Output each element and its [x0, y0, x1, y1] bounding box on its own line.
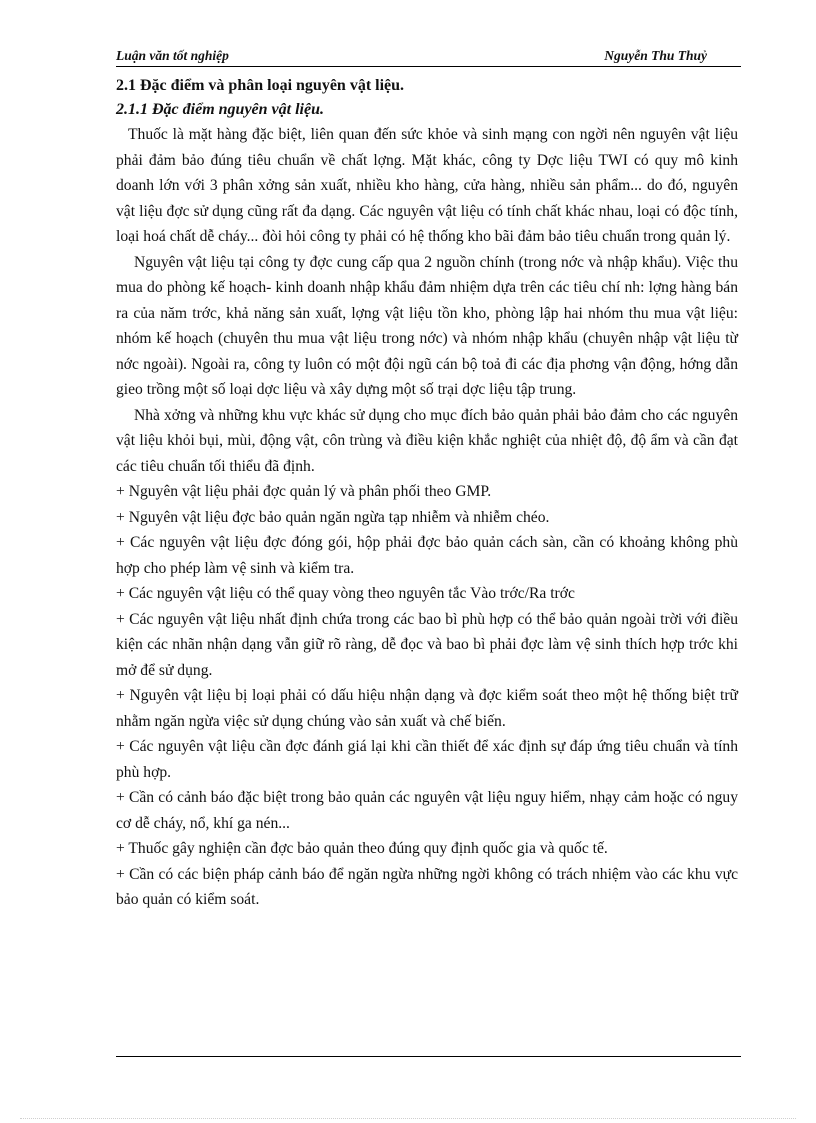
paragraph-2: Nguyên vật liệu tại công ty đợc cung cấp qua 2 nguồn chính (trong nớc và nhập khẩu). Việc thu mua do phòng kế hoạch- kinh doanh nhập khẩu đảm nhiệm dựa trên các tiêu chí nh: lợng hàng bán ra của năm trớc, khả năng sản xuất, lợng vật liệu tồn kho, phòng lập hai nhóm thu mua vật liệu: nhóm kế hoạch (chuyên thu mua vật liệu trong nớc) và nhóm nhập khẩu (chuyên nhập vật liệu từ nớc ngoài). Ngoài ra, công ty luôn có một đội ngũ cán bộ toả đi các địa phơng vận động, hớng dẫn gieo trồng một số loại dợc liệu và xây dựng một số trại dợc liệu tập trung. — [116, 253, 738, 398]
header-author: Nguyễn Thu Thuỷ — [604, 48, 707, 63]
bullet-item: + Các nguyên vật liệu nhất định chứa trong các bao bì phù hợp có thể bảo quản ngoài trời với điều kiện các nhãn nhận dạng vẫn giữ rõ ràng, dễ đọc và bao bì phải đợc làm vệ sinh thích hợp trớc khi mở để sử dụng. — [116, 610, 738, 679]
paragraph-3: Nhà xởng và những khu vực khác sử dụng cho mục đích bảo quản phải bảo đảm cho các nguyên vật liệu khỏi bụi, mùi, động vật, côn trùng và điều kiện khắc nghiệt của nhiệt độ, độ ẩm và cần đạt các tiêu chuẩn tối thiểu đã định. — [116, 406, 738, 475]
bullet-item: + Nguyên vật liệu bị loại phải có dấu hiệu nhận dạng và đợc kiểm soát theo một hệ thống biệt trữ nhằm ngăn ngừa việc sử dụng chúng vào sản xuất và chế biến. — [116, 687, 738, 730]
footer-rule — [116, 1056, 741, 1057]
bullet-item: + Cần có cảnh báo đặc biệt trong bảo quản các nguyên vật liệu nguy hiểm, nhạy cảm hoặc có nguy cơ dễ cháy, nổ, khí ga nén... — [116, 789, 738, 832]
bullet-item: + Nguyên vật liệu phải đợc quản lý và phân phối theo GMP. — [116, 483, 492, 500]
section-heading: 2.1 Đặc điểm và phân loại nguyên vật liệu. — [116, 77, 405, 94]
bullet-item: + Cần có các biện pháp cảnh báo để ngăn ngừa những ngời không có trách nhiệm vào các khu vực bảo quản có kiểm soát. — [116, 865, 738, 908]
page-edge-divider — [20, 1118, 796, 1119]
bullet-item: + Thuốc gây nghiện cần đợc bảo quản theo đúng quy định quốc gia và quốc tế. — [116, 840, 608, 857]
header-title: Luận văn tốt nghiệp — [116, 48, 229, 63]
paragraph-1: Thuốc là mặt hàng đặc biệt, liên quan đến sức khỏe và sinh mạng con ngời nên nguyên vật liệu phải đảm bảo đúng tiêu chuẩn về chất lợng. Mặt khác, công ty Dợc liệu TWI có quy mô kinh doanh lớn với 3 phân xởng sản xuất, nhiều kho hàng, cửa hàng, nhiều sản phẩm... do đó, nguyên vật liệu đợc sử dụng cũng rất đa dạng. Các nguyên vật liệu có tính chất khác nhau, loại có độc tính, loại hoá chất dễ cháy... đòi hỏi công ty phải có hệ thống kho bãi đảm bảo tiêu chuẩn trong quản lý. — [116, 126, 738, 245]
bullet-item: + Các nguyên vật liệu có thể quay vòng theo nguyên tắc Vào trớc/Ra trớc — [116, 585, 575, 602]
document-body — [116, 74, 738, 913]
bullet-item: + Các nguyên vật liệu cần đợc đánh giá lại khi cần thiết để xác định sự đáp ứng tiêu chuẩn và tính phù hợp. — [116, 738, 738, 781]
bullet-item: + Các nguyên vật liệu đợc đóng gói, hộp phải đợc bảo quản cách sàn, cần có khoảng không phù hợp cho phép làm vệ sinh và kiểm tra. — [116, 534, 738, 577]
page-header — [116, 48, 741, 67]
subsection-heading: 2.1.1 Đặc điểm nguyên vật liệu. — [116, 101, 324, 118]
bullet-item: + Nguyên vật liệu đợc bảo quản ngăn ngừa tạp nhiễm và nhiễm chéo. — [116, 508, 550, 526]
